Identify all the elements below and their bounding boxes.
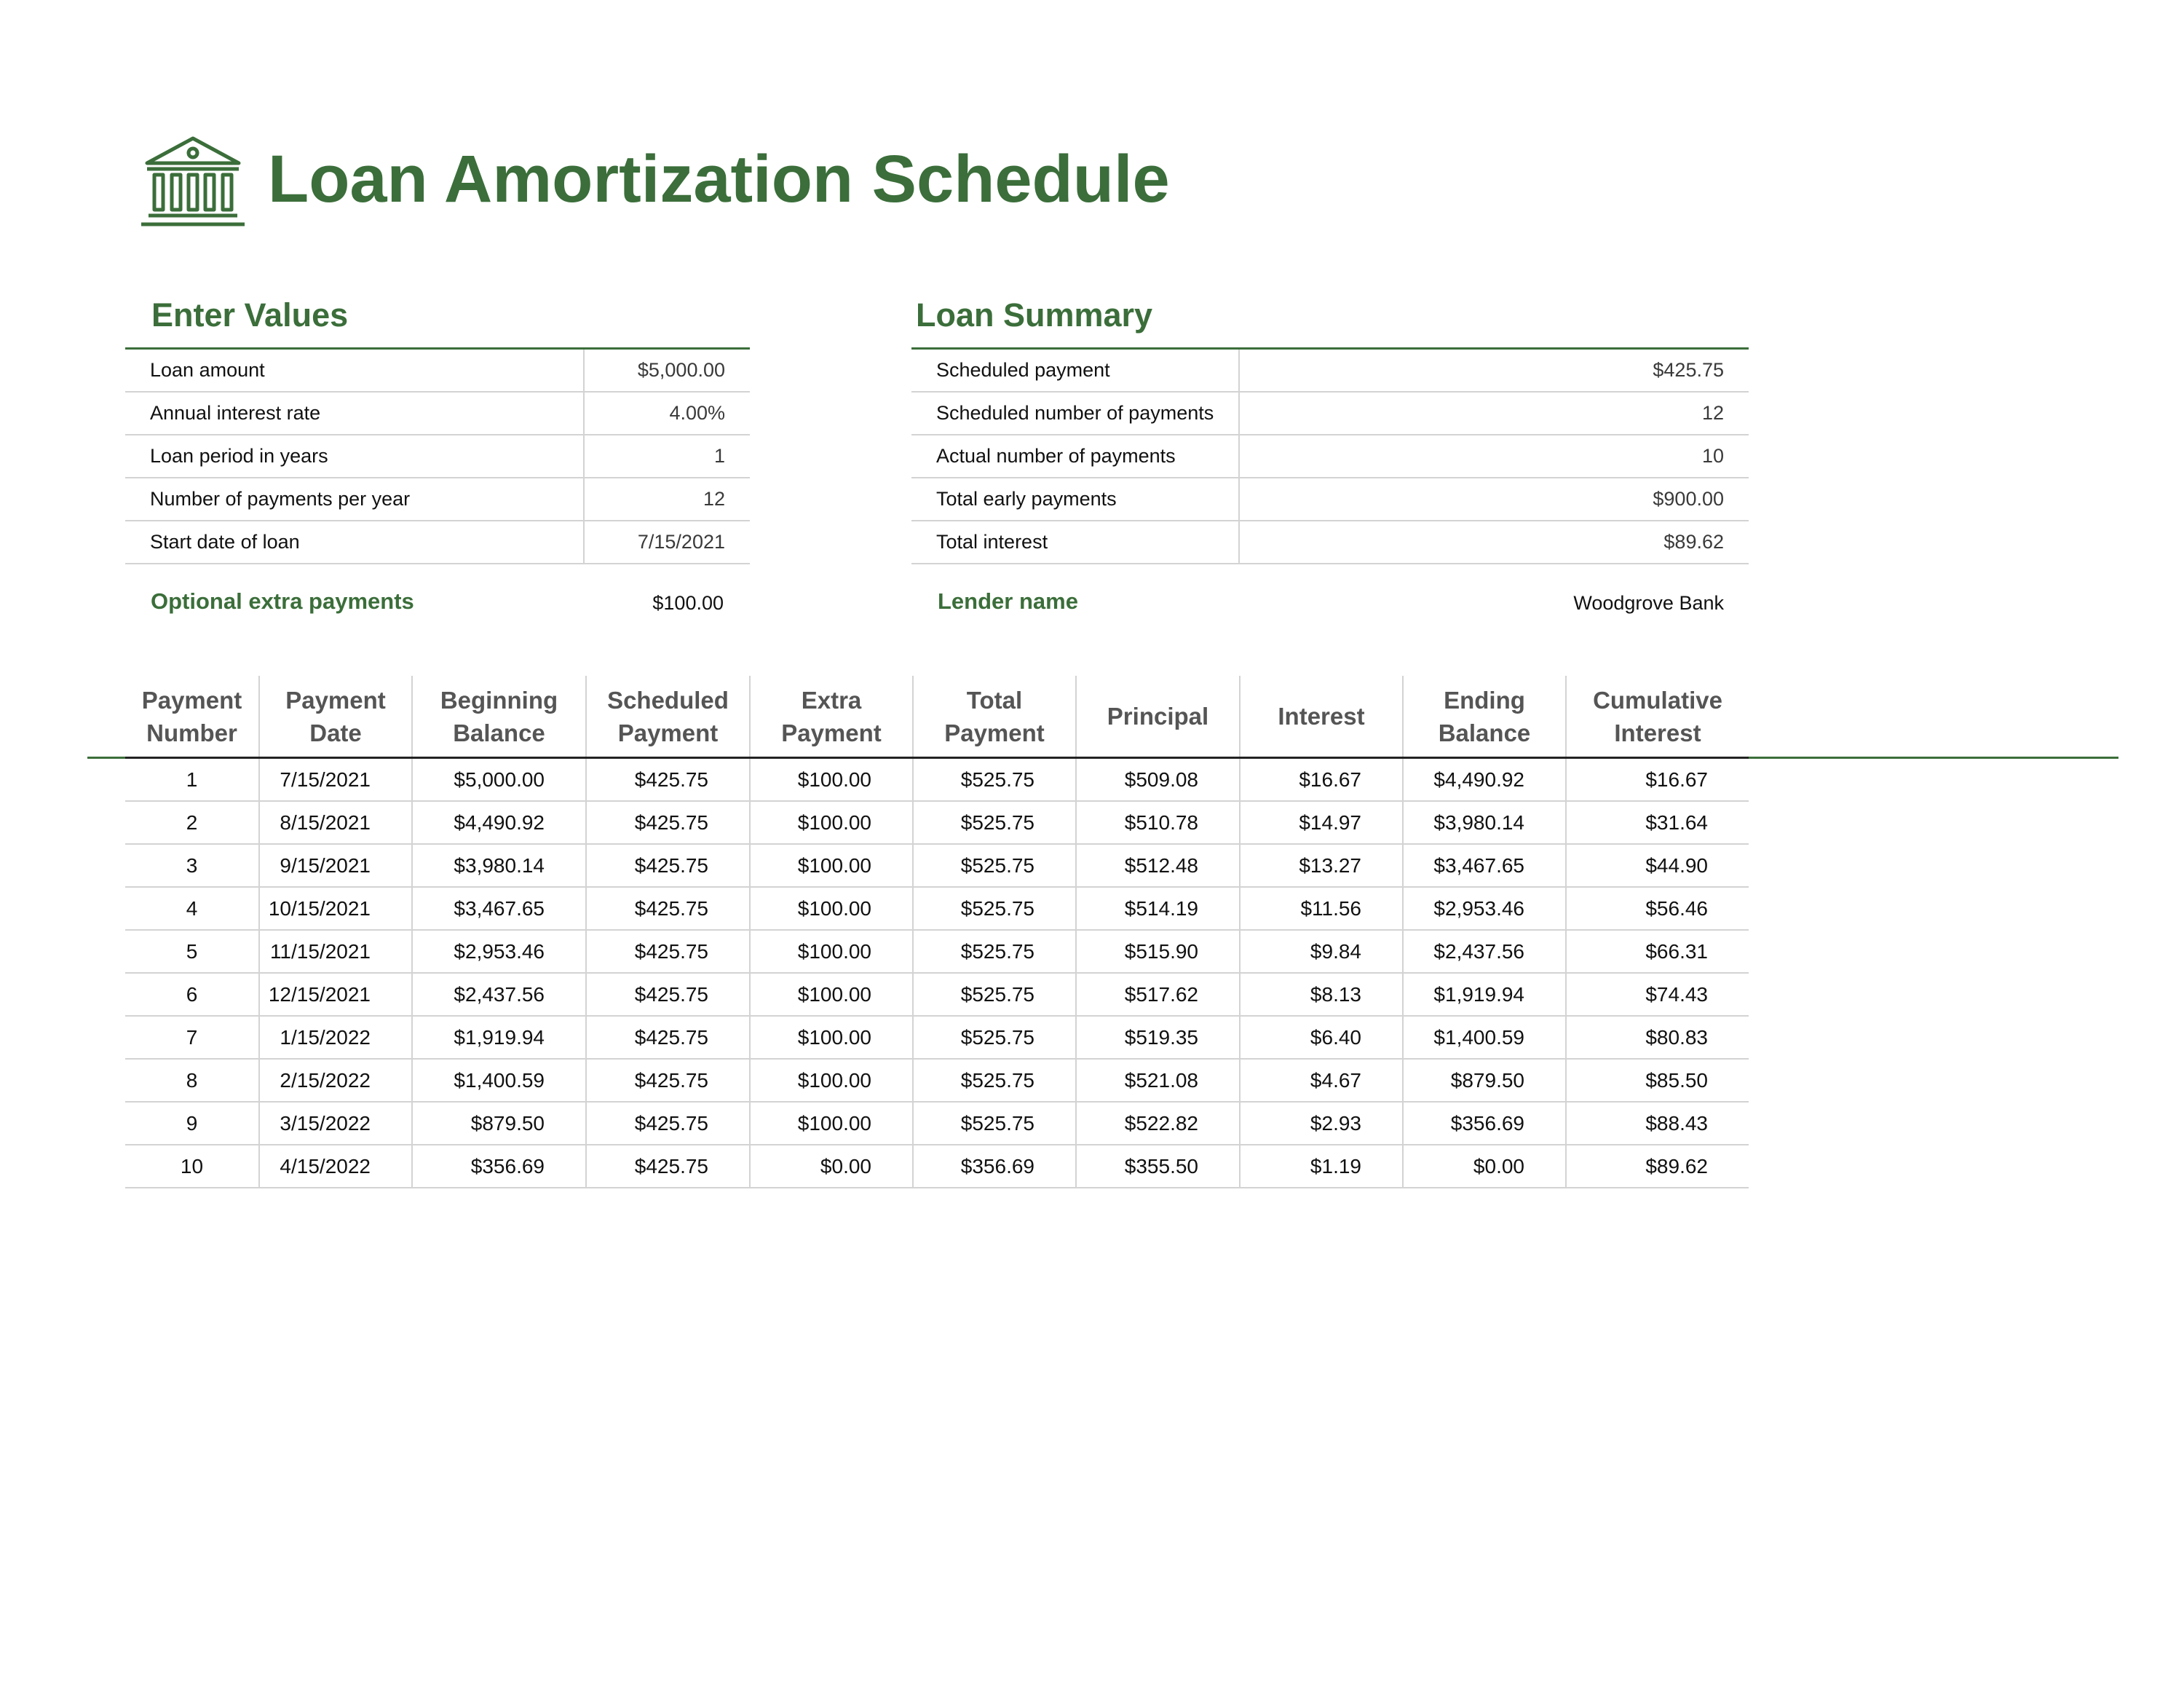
col-cumulative-interest-cell: $44.90 — [1566, 844, 1749, 887]
summary-value: $425.75 — [1239, 350, 1749, 392]
table-row — [125, 930, 1749, 973]
col-cumulative-interest-cell: $89.62 — [1566, 1145, 1749, 1188]
table-row — [125, 1145, 1749, 1188]
col-total-payment-cell: $356.69 — [913, 1145, 1076, 1188]
payments-per-year-input[interactable]: 12 — [584, 478, 750, 521]
col-cumulative-interest-cell: $80.83 — [1566, 1016, 1749, 1059]
col-payment-number-cell: 6 — [125, 973, 259, 1016]
col-cumulative-interest-cell: $56.46 — [1566, 887, 1749, 930]
field-label: Number of payments per year — [125, 478, 584, 521]
header-text: Extra — [801, 686, 862, 714]
col-payment-date-cell: 7/15/2021 — [259, 758, 412, 802]
col-scheduled-payment-cell: $425.75 — [586, 930, 750, 973]
col-ending-balance-cell: $879.50 — [1403, 1059, 1566, 1102]
col-beginning-balance-cell: $1,400.59 — [412, 1059, 586, 1102]
col-extra-payment-cell: $100.00 — [750, 973, 913, 1016]
col-payment-number-cell: 2 — [125, 801, 259, 844]
table-row — [125, 758, 1749, 802]
summary-label: Actual number of payments — [911, 435, 1239, 478]
col-scheduled-payment-cell: $425.75 — [586, 844, 750, 887]
col-ending-balance-cell: $356.69 — [1403, 1102, 1566, 1145]
col-interest-cell: $4.67 — [1240, 1059, 1403, 1102]
col-scheduled-payment-cell: $425.75 — [586, 1102, 750, 1145]
col-scheduled-payment-cell: $425.75 — [586, 887, 750, 930]
header-text: Cumulative — [1593, 686, 1722, 714]
col-principal-cell: $512.48 — [1076, 844, 1240, 887]
col-payment-number-cell: 5 — [125, 930, 259, 973]
header-text: Payment — [285, 686, 386, 714]
col-ending-balance-cell: $2,953.46 — [1403, 887, 1566, 930]
col-beginning-balance-header — [412, 676, 586, 758]
col-payment-date-cell: 12/15/2021 — [259, 973, 412, 1016]
field-label: Loan amount — [125, 350, 584, 392]
col-cumulative-interest-cell: $31.64 — [1566, 801, 1749, 844]
col-scheduled-payment-cell: $425.75 — [586, 1145, 750, 1188]
field-label: Loan period in years — [125, 435, 584, 478]
col-beginning-balance-cell: $1,919.94 — [412, 1016, 586, 1059]
bank-icon — [138, 134, 248, 230]
loan-summary-row — [911, 392, 1749, 435]
col-principal-cell: $515.90 — [1076, 930, 1240, 973]
col-extra-payment-cell: $0.00 — [750, 1145, 913, 1188]
col-interest-cell: $2.93 — [1240, 1102, 1403, 1145]
col-beginning-balance-cell: $4,490.92 — [412, 801, 586, 844]
extra-payments-label: Optional extra payments — [151, 588, 414, 614]
header-text: Payment — [781, 719, 882, 746]
col-extra-payment-cell: $100.00 — [750, 844, 913, 887]
summary-label: Total early payments — [911, 478, 1239, 521]
header-text: Ending — [1444, 686, 1525, 714]
loan-amount-input[interactable]: $5,000.00 — [584, 350, 750, 392]
col-total-payment-cell: $525.75 — [913, 930, 1076, 973]
col-extra-payment-cell: $100.00 — [750, 1016, 913, 1059]
col-payment-date-cell: 10/15/2021 — [259, 887, 412, 930]
col-ending-balance-header — [1403, 676, 1566, 758]
col-ending-balance-cell: $1,919.94 — [1403, 973, 1566, 1016]
header-text: Interest — [1614, 719, 1701, 746]
col-payment-date-cell: 11/15/2021 — [259, 930, 412, 973]
enter-values-row — [125, 435, 750, 478]
col-beginning-balance-cell: $2,953.46 — [412, 930, 586, 973]
page-title: Loan Amortization Schedule — [268, 142, 1170, 216]
col-extra-payment-cell: $100.00 — [750, 758, 913, 802]
loan-summary-row — [911, 350, 1749, 392]
col-extra-payment-cell: $100.00 — [750, 887, 913, 930]
interest-rate-input[interactable]: 4.00% — [584, 392, 750, 435]
header-text: Balance — [453, 719, 545, 746]
col-payment-number-cell: 7 — [125, 1016, 259, 1059]
table-row — [125, 973, 1749, 1016]
col-extra-payment-cell: $100.00 — [750, 801, 913, 844]
loan-summary-table — [911, 350, 1749, 564]
col-total-payment-cell: $525.75 — [913, 844, 1076, 887]
loan-summary-row — [911, 521, 1749, 564]
col-total-payment-cell: $525.75 — [913, 801, 1076, 844]
col-cumulative-interest-cell: $88.43 — [1566, 1102, 1749, 1145]
field-label: Start date of loan — [125, 521, 584, 564]
col-total-payment-cell: $525.75 — [913, 1102, 1076, 1145]
enter-values-title: Enter Values — [151, 296, 349, 334]
summary-value: 10 — [1239, 435, 1749, 478]
col-beginning-balance-cell: $2,437.56 — [412, 973, 586, 1016]
col-interest-cell: $9.84 — [1240, 930, 1403, 973]
field-label: Annual interest rate — [125, 392, 584, 435]
col-extra-payment-cell: $100.00 — [750, 930, 913, 973]
col-principal-cell: $519.35 — [1076, 1016, 1240, 1059]
col-principal-cell: $522.82 — [1076, 1102, 1240, 1145]
start-date-input[interactable]: 7/15/2021 — [584, 521, 750, 564]
header-text: Date — [309, 719, 362, 746]
col-scheduled-payment-header — [586, 676, 750, 758]
col-payment-date-cell: 1/15/2022 — [259, 1016, 412, 1059]
col-cumulative-interest-cell: $16.67 — [1566, 758, 1749, 802]
col-total-payment-cell: $525.75 — [913, 1016, 1076, 1059]
col-payment-number-cell: 8 — [125, 1059, 259, 1102]
col-scheduled-payment-cell: $425.75 — [586, 1059, 750, 1102]
header-text: Principal — [1107, 703, 1209, 730]
col-total-payment-cell: $525.75 — [913, 973, 1076, 1016]
col-extra-payment-cell: $100.00 — [750, 1059, 913, 1102]
table-row — [125, 1102, 1749, 1145]
col-ending-balance-cell: $3,980.14 — [1403, 801, 1566, 844]
col-beginning-balance-cell: $3,467.65 — [412, 887, 586, 930]
summary-value: 12 — [1239, 392, 1749, 435]
col-payment-number-header — [125, 676, 259, 758]
header-text: Beginning — [440, 686, 558, 714]
table-row — [125, 801, 1749, 844]
header-text: Payment — [617, 719, 719, 746]
header-text: Scheduled — [607, 686, 729, 714]
enter-values-table — [125, 350, 750, 564]
col-payment-number-cell: 9 — [125, 1102, 259, 1145]
col-interest-cell: $13.27 — [1240, 844, 1403, 887]
col-scheduled-payment-cell: $425.75 — [586, 801, 750, 844]
col-principal-cell: $514.19 — [1076, 887, 1240, 930]
col-ending-balance-cell: $3,467.65 — [1403, 844, 1566, 887]
col-ending-balance-cell: $0.00 — [1403, 1145, 1566, 1188]
header-text: Total — [966, 686, 1023, 714]
col-extra-payment-header — [750, 676, 913, 758]
col-payment-number-cell: 4 — [125, 887, 259, 930]
col-scheduled-payment-cell: $425.75 — [586, 1016, 750, 1059]
header-text: Payment — [944, 719, 1045, 746]
col-principal-cell: $510.78 — [1076, 801, 1240, 844]
col-cumulative-interest-cell: $85.50 — [1566, 1059, 1749, 1102]
col-ending-balance-cell: $1,400.59 — [1403, 1016, 1566, 1059]
header-text: Balance — [1438, 719, 1531, 746]
col-beginning-balance-cell: $3,980.14 — [412, 844, 586, 887]
extra-payments-input[interactable]: $100.00 — [652, 592, 724, 614]
col-total-payment-cell: $525.75 — [913, 887, 1076, 930]
col-beginning-balance-cell: $356.69 — [412, 1145, 586, 1188]
col-interest-cell: $1.19 — [1240, 1145, 1403, 1188]
table-row — [125, 887, 1749, 930]
amortization-table — [125, 676, 1749, 1188]
summary-label: Scheduled number of payments — [911, 392, 1239, 435]
col-interest-header — [1240, 676, 1403, 758]
col-payment-number-cell: 3 — [125, 844, 259, 887]
summary-value: $89.62 — [1239, 521, 1749, 564]
col-total-payment-header — [913, 676, 1076, 758]
table-row — [125, 1016, 1749, 1059]
col-payment-number-cell: 10 — [125, 1145, 259, 1188]
col-principal-cell: $521.08 — [1076, 1059, 1240, 1102]
header-text: Interest — [1278, 703, 1365, 730]
col-total-payment-cell: $525.75 — [913, 1059, 1076, 1102]
lender-name-input[interactable]: Woodgrove Bank — [1573, 592, 1724, 614]
col-beginning-balance-cell: $879.50 — [412, 1102, 586, 1145]
col-payment-date-cell: 8/15/2021 — [259, 801, 412, 844]
loan-summary-row — [911, 435, 1749, 478]
loan-summary-row — [911, 478, 1749, 521]
col-principal-header — [1076, 676, 1240, 758]
enter-values-row — [125, 521, 750, 564]
col-extra-payment-cell: $100.00 — [750, 1102, 913, 1145]
col-interest-cell: $14.97 — [1240, 801, 1403, 844]
col-principal-cell: $355.50 — [1076, 1145, 1240, 1188]
col-interest-cell: $16.67 — [1240, 758, 1403, 802]
table-row — [125, 844, 1749, 887]
summary-label: Scheduled payment — [911, 350, 1239, 392]
col-scheduled-payment-cell: $425.75 — [586, 973, 750, 1016]
col-payment-date-cell: 2/15/2022 — [259, 1059, 412, 1102]
enter-values-row — [125, 478, 750, 521]
col-principal-cell: $509.08 — [1076, 758, 1240, 802]
header-text: Number — [146, 719, 237, 746]
col-beginning-balance-cell: $5,000.00 — [412, 758, 586, 802]
col-payment-number-cell: 1 — [125, 758, 259, 802]
enter-values-row — [125, 392, 750, 435]
col-interest-cell: $11.56 — [1240, 887, 1403, 930]
loan-summary-title: Loan Summary — [916, 296, 1153, 334]
loan-period-input[interactable]: 1 — [584, 435, 750, 478]
col-scheduled-payment-cell: $425.75 — [586, 758, 750, 802]
col-payment-date-header — [259, 676, 412, 758]
table-row — [125, 1059, 1749, 1102]
col-cumulative-interest-header — [1566, 676, 1749, 758]
summary-label: Total interest — [911, 521, 1239, 564]
col-interest-cell: $8.13 — [1240, 973, 1403, 1016]
col-payment-date-cell: 4/15/2022 — [259, 1145, 412, 1188]
lender-name-label: Lender name — [938, 588, 1078, 614]
col-total-payment-cell: $525.75 — [913, 758, 1076, 802]
col-cumulative-interest-cell: $74.43 — [1566, 973, 1749, 1016]
col-payment-date-cell: 9/15/2021 — [259, 844, 412, 887]
col-ending-balance-cell: $4,490.92 — [1403, 758, 1566, 802]
col-ending-balance-cell: $2,437.56 — [1403, 930, 1566, 973]
col-principal-cell: $517.62 — [1076, 973, 1240, 1016]
col-cumulative-interest-cell: $66.31 — [1566, 930, 1749, 973]
header-text: Payment — [141, 686, 242, 714]
col-interest-cell: $6.40 — [1240, 1016, 1403, 1059]
enter-values-row — [125, 350, 750, 392]
schedule-header-row — [125, 676, 1749, 758]
summary-value: $900.00 — [1239, 478, 1749, 521]
col-payment-date-cell: 3/15/2022 — [259, 1102, 412, 1145]
